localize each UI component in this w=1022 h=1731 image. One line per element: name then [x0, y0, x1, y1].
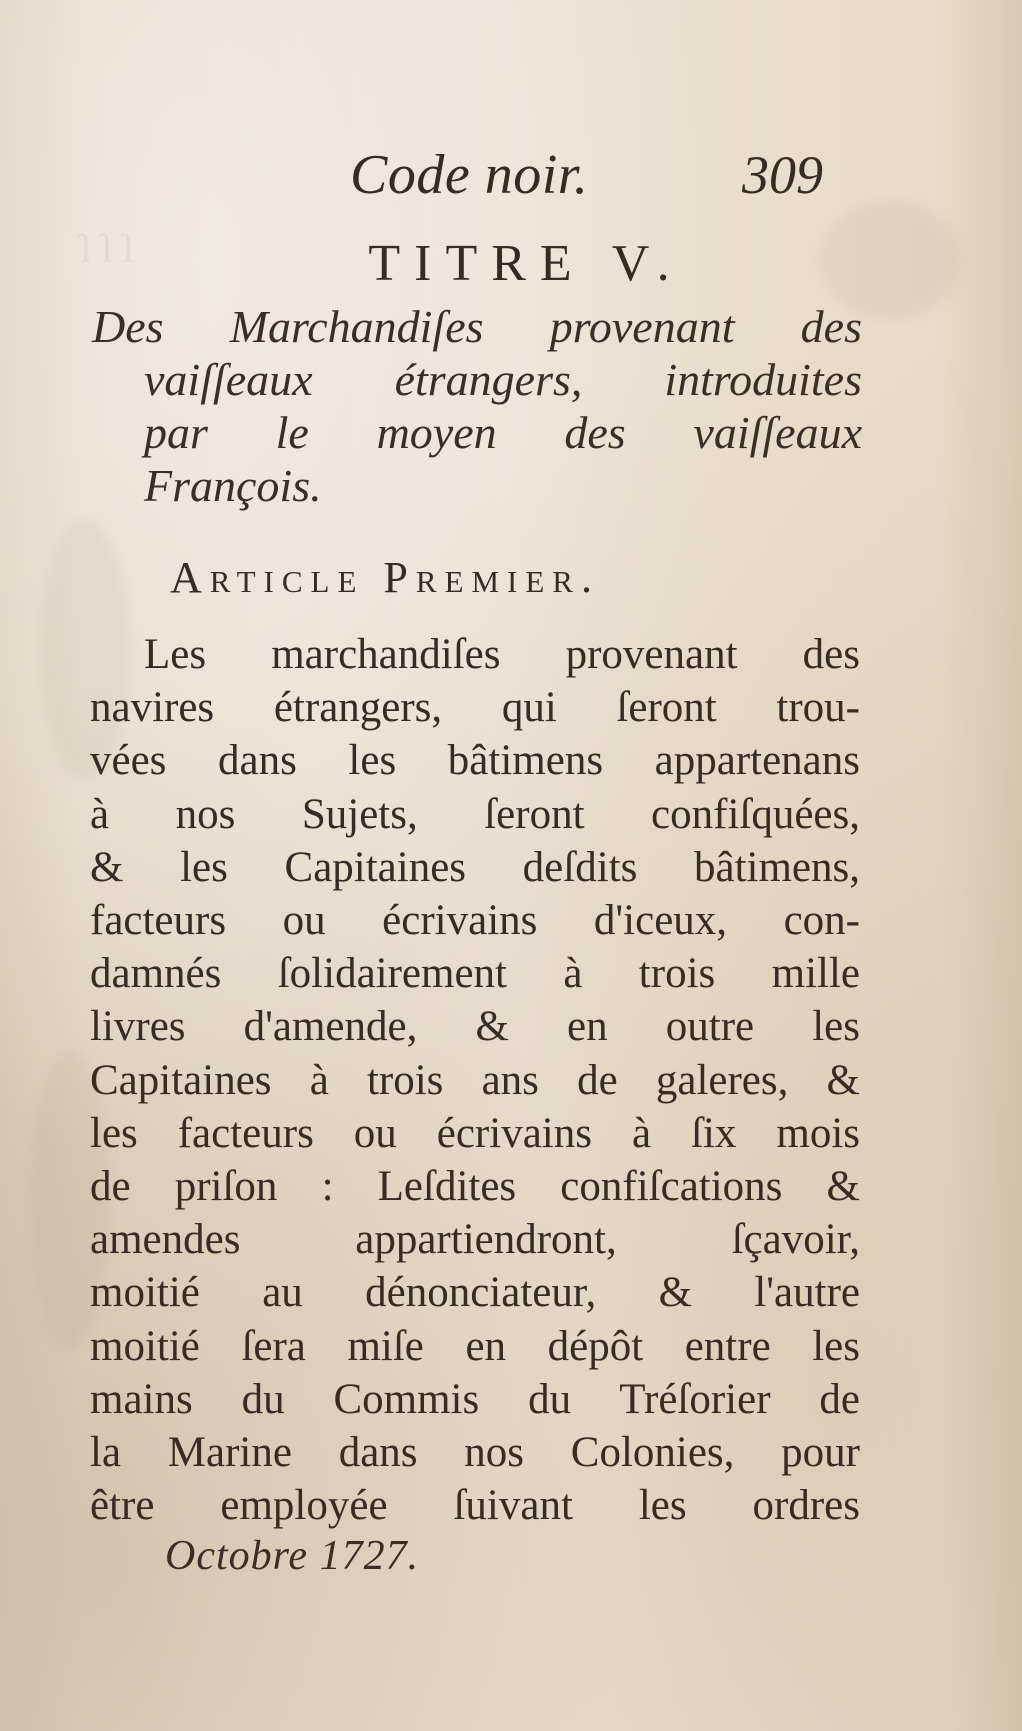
body-line: Les marchandiſes provenant des — [144, 631, 860, 678]
body-line: les facteurs ou écrivains à ſix mois — [90, 1109, 860, 1157]
article-body — [90, 628, 860, 1532]
body-line: être employée ſuivant les ordres — [90, 1482, 860, 1530]
body-line: moitié ſera miſe en dépôt entre les — [90, 1322, 860, 1370]
subtitle-line: Des Marchandiſes provenant des — [92, 301, 862, 352]
subtitle-line: vaiſſeaux étrangers, introduites — [144, 354, 862, 405]
body-line: facteurs ou écrivains d'iceux, con- — [90, 897, 860, 945]
page-number: 309 — [742, 145, 823, 205]
section-subtitle — [92, 300, 862, 512]
body-line: vées dans les bâtimens appartenans — [90, 737, 860, 785]
body-line: Capitaines à trois ans de galeres, & — [90, 1056, 860, 1104]
body-line: la Marine dans nos Colonies, pour — [90, 1429, 860, 1477]
body-line: livres d'amende, & en outre les — [90, 1003, 860, 1051]
body-line: à nos Sujets, ſeront confiſquées, — [90, 790, 860, 838]
body-line: amendes appartiendront, ſçavoir, — [90, 1216, 860, 1264]
section-title: TITRE V. — [368, 235, 684, 292]
article-heading: Article Premier. — [170, 553, 600, 602]
running-head — [0, 140, 1022, 210]
body-line: moitié au dénonciateur, & l'autre — [90, 1269, 860, 1317]
subtitle-line: par le moyen des vaiſſeaux — [144, 407, 862, 458]
body-line: & les Capitaines deſdits bâtimens, — [90, 843, 860, 891]
catchword: Octobre 1727. — [165, 1533, 420, 1579]
body-line: navires étrangers, qui ſeront trou- — [90, 684, 860, 732]
body-line: mains du Commis du Tréſorier de — [90, 1375, 860, 1423]
subtitle-line: François. — [144, 460, 322, 511]
body-line: damnés ſolidairement à trois mille — [90, 950, 860, 998]
body-line: de priſon : Leſdites confiſcations & — [90, 1163, 860, 1211]
show-through-text: ſ ſ ſ — [80, 226, 134, 271]
running-head-title: Code noir. — [350, 144, 589, 206]
